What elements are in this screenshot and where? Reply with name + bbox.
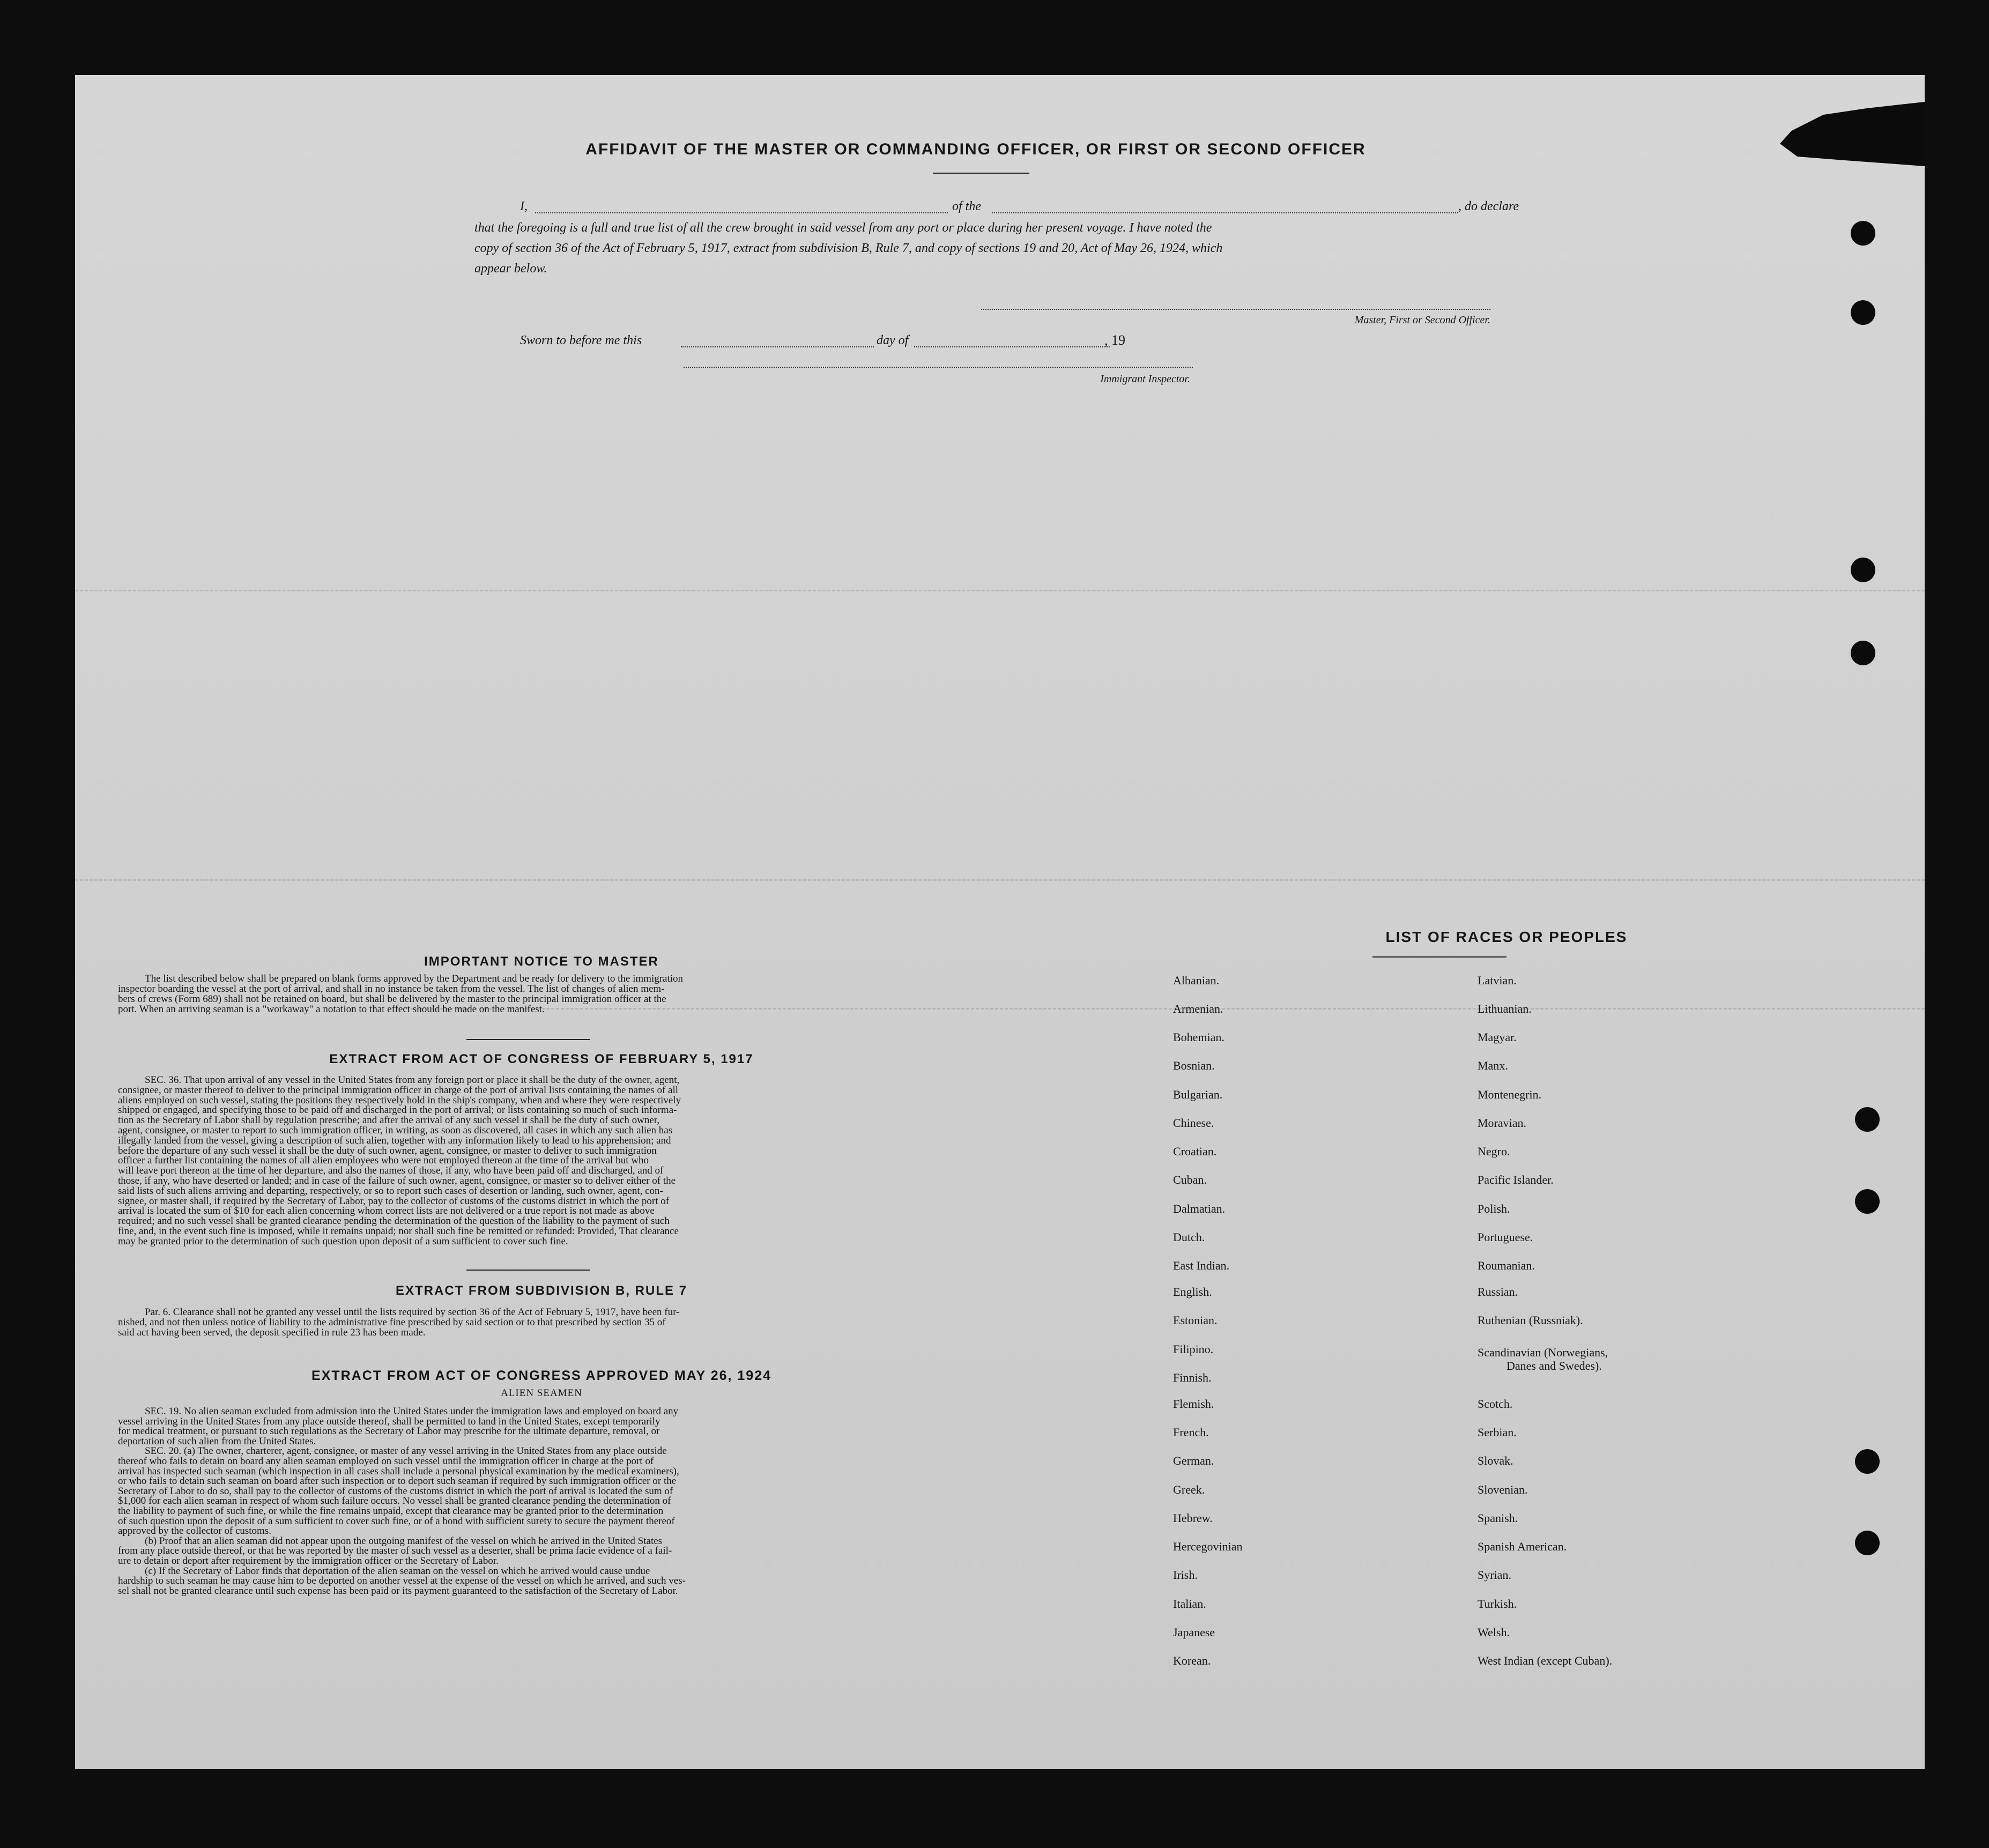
- extract-1924-body: [118, 1407, 965, 1596]
- master-caption: Master, First or Second Officer.: [1354, 314, 1490, 326]
- notice-line: inspector boarding the vessel at the port of arrival, and shall in no instance be taken from the vessel. The list of changes of alien mem-: [118, 983, 665, 994]
- race-item: English.: [1173, 1285, 1212, 1298]
- race-item: Cuban.: [1173, 1173, 1207, 1186]
- race-item: Roumanian.: [1478, 1259, 1535, 1272]
- extract-1924-line: deportation of such alien from the United States.: [118, 1435, 316, 1447]
- race-item: Armenian.: [1173, 1002, 1223, 1015]
- extract-1924-line: of such question upon the deposit of a sum sufficient to cover such fine, or of a bond with sufficient surety to secure the payment thereof: [118, 1515, 675, 1527]
- extract-1924-line: arrival has inspected such seaman (which inspection in all cases shall include a personal physical examination by the medical examiners),: [118, 1465, 679, 1477]
- affidavit-i-label: I,: [520, 199, 528, 213]
- race-item: German.: [1173, 1454, 1214, 1467]
- race-item: Hebrew.: [1173, 1511, 1213, 1525]
- inspector-caption: Immigrant Inspector.: [1100, 373, 1190, 385]
- extract-1917-line: signee, or master shall, if required by the Secretary of Labor, pay to the collector of customs of the customs district in which the port of: [118, 1195, 670, 1207]
- affidavit-text-line3: copy of section 36 of the Act of February 5, 1917, extract from subdivision B, Rule 7, and copy of sections 19 and 20, Act of May 26, 1924, which: [474, 241, 1223, 255]
- vessel-blank: [992, 212, 1458, 213]
- punch-hole: [1855, 1531, 1880, 1555]
- notice-line: bers of crews (Form 689) shall not be retained on board, but shall be delivered by the master to the principal immigration officer at the: [118, 993, 666, 1005]
- extract-1917-line: SEC. 36. That upon arrival of any vessel in the United States from any foreign port or place it shall be the duty of the owner, agent,: [145, 1074, 680, 1086]
- punch-hole: [1851, 221, 1875, 246]
- race-item: Croatian.: [1173, 1145, 1217, 1158]
- race-item: Estonian.: [1173, 1313, 1218, 1327]
- of-the-label: of the: [952, 199, 981, 213]
- document-page: [75, 75, 1925, 1769]
- race-item: Spanish.: [1478, 1511, 1518, 1525]
- race-item: Hercegovinian: [1173, 1540, 1243, 1553]
- race-item: Dalmatian.: [1173, 1202, 1226, 1215]
- punch-hole: [1855, 1189, 1880, 1214]
- inspector-signature-line: [684, 367, 1193, 368]
- race-item: Syrian.: [1478, 1568, 1511, 1582]
- rule7-line: said act having been served, the deposit specified in rule 23 has been made.: [118, 1327, 426, 1338]
- race-item: Greek.: [1173, 1483, 1205, 1496]
- extract-1917-line: tion as the Secretary of Labor shall by regulation prescribe; and after the arrival of any such vessel it shall be the duty of such owner,: [118, 1115, 660, 1126]
- race-item: Scandinavian (Norwegians,: [1478, 1346, 1608, 1359]
- punch-hole: [1851, 558, 1875, 582]
- extract-1924-subtitle: ALIEN SEAMEN: [501, 1387, 582, 1399]
- name-blank: [535, 212, 948, 213]
- race-item: Serbian.: [1478, 1426, 1517, 1439]
- do-declare-label: , do declare: [1458, 199, 1519, 213]
- race-item: Negro.: [1478, 1145, 1510, 1158]
- races-title-underline: [1372, 956, 1506, 958]
- sworn-day-blank: [681, 346, 874, 347]
- extract-1917-line: required; and no such vessel shall be granted clearance pending the determination of the question of the liability to the payment of such: [118, 1215, 670, 1227]
- extract-1917-line: consignee, or master thereof to deliver to the principal immigration officer in charge of the port of arrival lists containing the names of all: [118, 1084, 679, 1096]
- day-of-label: day of: [877, 333, 909, 347]
- extract-1924-line: ure to detain or deport after requirement by the immigration officer or the Secretary of Labor.: [118, 1555, 499, 1567]
- rule7-title: EXTRACT FROM SUBDIVISION B, RULE 7: [395, 1283, 688, 1298]
- bleed-through-rows: [75, 879, 1925, 892]
- race-item: Slovak.: [1478, 1454, 1513, 1467]
- race-item: Lithuanian.: [1478, 1002, 1532, 1015]
- extract-1917-line: officer a further list containing the names of all alien employees who were not employed thereon at the time of the arrival but who: [118, 1155, 649, 1167]
- race-item: Japanese: [1173, 1626, 1215, 1639]
- race-item: Welsh.: [1478, 1626, 1510, 1639]
- extract-1917-line: arrival is located the sum of $10 for each alien concerning whom correct lists are not delivered or a true report is not made as above: [118, 1205, 655, 1217]
- extract-1917-line: those, if any, who have deserted or landed; and in case of the failure of such owner, agent, consignee, or master so to deliver either of the: [118, 1175, 676, 1186]
- year-prefix: , 19: [1104, 332, 1125, 348]
- race-item: Albanian.: [1173, 974, 1220, 987]
- extract-1917-line: before the departure of any such vessel it shall be the duty of such owner, agent, consignee, or master to deliver to such immigration: [118, 1145, 657, 1156]
- extract-1924-title: EXTRACT FROM ACT OF CONGRESS APPROVED MAY 26, 1924: [311, 1368, 772, 1383]
- punch-hole: [1851, 300, 1875, 325]
- rule7-body: [118, 1307, 965, 1338]
- notice-line: The list described below shall be prepared on blank forms approved by the Department and be ready for delivery to the immigration: [145, 973, 684, 984]
- extract-1924-line: SEC. 20. (a) The owner, charterer, agent, consignee, or master of any vessel arriving in the United States from any place outside: [145, 1445, 667, 1457]
- race-item: Magyar.: [1478, 1030, 1517, 1044]
- sworn-label: Sworn to before me this: [520, 333, 642, 347]
- race-item: Latvian.: [1478, 974, 1517, 987]
- sworn-line: [520, 333, 1110, 355]
- race-item: Irish.: [1173, 1568, 1198, 1582]
- extract-1917-line: aliens employed on such vessel, stating the positions they respectively hold in the ship's company, when and where they were respectively: [118, 1094, 681, 1106]
- rule7-line: nished, and not then unless notice of liability to the administrative fine prescribed by said section or to that prescribed by section 35 of: [118, 1317, 666, 1328]
- race-item: East Indian.: [1173, 1259, 1230, 1272]
- extract-1924-line: (c) If the Secretary of Labor finds that deportation of the alien seaman on the vessel on which he arrived would cause undue: [145, 1565, 650, 1577]
- race-item: Italian.: [1173, 1597, 1206, 1610]
- bleed-through-rows: [75, 590, 1925, 602]
- race-item: Dutch.: [1173, 1230, 1205, 1244]
- races-title: LIST OF RACES OR PEOPLES: [1385, 929, 1628, 945]
- affidavit-title: AFFIDAVIT OF THE MASTER OR COMMANDING OFFICER, OR FIRST OR SECOND OFFICER: [585, 140, 1366, 158]
- extract-1917-title: EXTRACT FROM ACT OF CONGRESS OF FEBRUARY 5, 1917: [329, 1052, 754, 1066]
- extract-1917-line: agent, consignee, or master to report to such immigration officer, in writing, as soon as discovered, all cases in which any such alien has: [118, 1124, 673, 1136]
- extract-1924-line: $1,000 for each alien seaman in respect of whom such failure occurs. No vessel shall be granted clearance pending the determination of: [118, 1495, 671, 1507]
- punch-hole: [1855, 1107, 1880, 1132]
- notice-line: port. When an arriving seaman is a "workaway" a notation to that effect should be made on the manifest.: [118, 1004, 545, 1015]
- extract-1917-line: may be granted prior to the determination of such question upon deposit of a sum sufficient to cover such fine.: [118, 1235, 568, 1247]
- race-item: Polish.: [1478, 1202, 1510, 1215]
- punch-hole: [1851, 641, 1875, 665]
- extract-1917-line: illegally landed from the vessel, giving a description of such alien, together with any information likely to lead to his apprehension; and: [118, 1134, 671, 1146]
- master-signature-line: [981, 309, 1490, 310]
- extract-1917-line: said lists of such aliens arriving and departing, respectively, or so to report such cases of desertion or landing, such owner, agent, con-: [118, 1185, 663, 1197]
- extract-1924-line: hardship to such seaman he may cause him to be deported on another vessel at the expense of the vessel on which he arrived, and such ves-: [118, 1575, 686, 1587]
- race-item: Moravian.: [1478, 1116, 1527, 1130]
- extract-1917-body: [118, 1075, 965, 1247]
- race-item: Chinese.: [1173, 1116, 1214, 1130]
- race-item: Danes and Swedes).: [1506, 1359, 1602, 1372]
- section-divider: [466, 1039, 590, 1040]
- extract-1924-line: the liability to payment of such fine, or while the fine remains unpaid, except that clearance may be granted prior to the determination: [118, 1505, 664, 1517]
- notice-title: IMPORTANT NOTICE TO MASTER: [424, 954, 659, 969]
- extract-1924-line: Secretary of Labor to do so, shall pay to the collector of customs of the customs district in which the port of arrival is located the sum of: [118, 1485, 673, 1497]
- race-item: West Indian (except Cuban).: [1478, 1654, 1613, 1667]
- extract-1917-line: shipped or engaged, and specifying those to be paid off and discharged in the port of arrival; or lists containing so much of such informa-: [118, 1104, 677, 1116]
- punch-hole: [1855, 1449, 1880, 1474]
- extract-1924-line: SEC. 19. No alien seaman excluded from admission into the United States under the immigration laws and employed on board any: [145, 1406, 679, 1417]
- extract-1924-line: (b) Proof that an alien seaman did not appear upon the outgoing manifest of the vessel on which he arrived in the United States: [145, 1535, 663, 1547]
- race-item: Montenegrin.: [1478, 1088, 1542, 1101]
- race-item: Flemish.: [1173, 1397, 1214, 1411]
- race-item: Spanish American.: [1478, 1540, 1567, 1553]
- race-item: Bulgarian.: [1173, 1088, 1223, 1101]
- race-item: Pacific Islander.: [1478, 1173, 1554, 1186]
- race-item: Filipino.: [1173, 1342, 1214, 1356]
- title-underline: [933, 173, 1029, 174]
- race-item: Slovenian.: [1478, 1483, 1528, 1496]
- race-item: Bosnian.: [1173, 1059, 1215, 1072]
- extract-1924-line: thereof who fails to detain on board any alien seaman employed on such vessel until the immigration officer in charge at the port of: [118, 1455, 654, 1467]
- race-item: Portuguese.: [1478, 1230, 1533, 1244]
- sworn-month-blank: [914, 346, 1110, 347]
- affidavit-line1: [520, 199, 1592, 221]
- extract-1924-line: approved by the collector of customs.: [118, 1525, 271, 1537]
- extract-1917-line: will leave port thereon at the time of her departure, and also the names of those, if any, who have been paid off and discharged, and of: [118, 1165, 664, 1177]
- extract-1917-line: fine, and, in the event such fine is imposed, while it remains unpaid; nor shall such fine be remitted or refunded: Provided, That clearance: [118, 1225, 679, 1237]
- affidavit-text-line4: appear below.: [474, 262, 547, 276]
- race-item: Turkish.: [1478, 1597, 1517, 1610]
- notice-body: [118, 974, 965, 1014]
- race-item: Finnish.: [1173, 1371, 1212, 1384]
- race-item: Scotch.: [1478, 1397, 1513, 1411]
- race-item: Russian.: [1478, 1285, 1518, 1298]
- section-divider: [466, 1270, 590, 1271]
- affidavit-text-line2: that the foregoing is a full and true list of all the crew brought in said vessel from any port or place during her present voyage. I have noted the: [474, 221, 1212, 235]
- race-item: Manx.: [1478, 1059, 1508, 1072]
- extract-1924-line: from any place outside thereof, or that he was reported by the master of such vessel as a deserter, shall be prima facie evidence of a fail-: [118, 1545, 672, 1557]
- rule7-line: Par. 6. Clearance shall not be granted any vessel until the lists required by section 36 of the Act of February 5, 1917, have been fur-: [145, 1307, 680, 1318]
- extract-1924-line: for medical treatment, or pursuant to such regulations as the Secretary of Labor may prescribe for the ultimate departure, removal, or: [118, 1426, 660, 1437]
- extract-1924-line: sel shall not be granted clearance until such expense has been paid or its payment guaranteed to the satisfaction of the Secretary of Labor.: [118, 1585, 678, 1597]
- race-item: Bohemian.: [1173, 1030, 1224, 1044]
- extract-1924-line: vessel arriving in the United States from any place outside thereof, shall be permitted to land in the United States, except temporarily: [118, 1415, 660, 1427]
- race-item: Ruthenian (Russniak).: [1478, 1313, 1583, 1327]
- race-item: Korean.: [1173, 1654, 1211, 1667]
- race-item: French.: [1173, 1426, 1209, 1439]
- extract-1924-line: or who fails to detain such seaman on board after such inspection or to deport such seaman if required by such immigration officer or the: [118, 1475, 677, 1487]
